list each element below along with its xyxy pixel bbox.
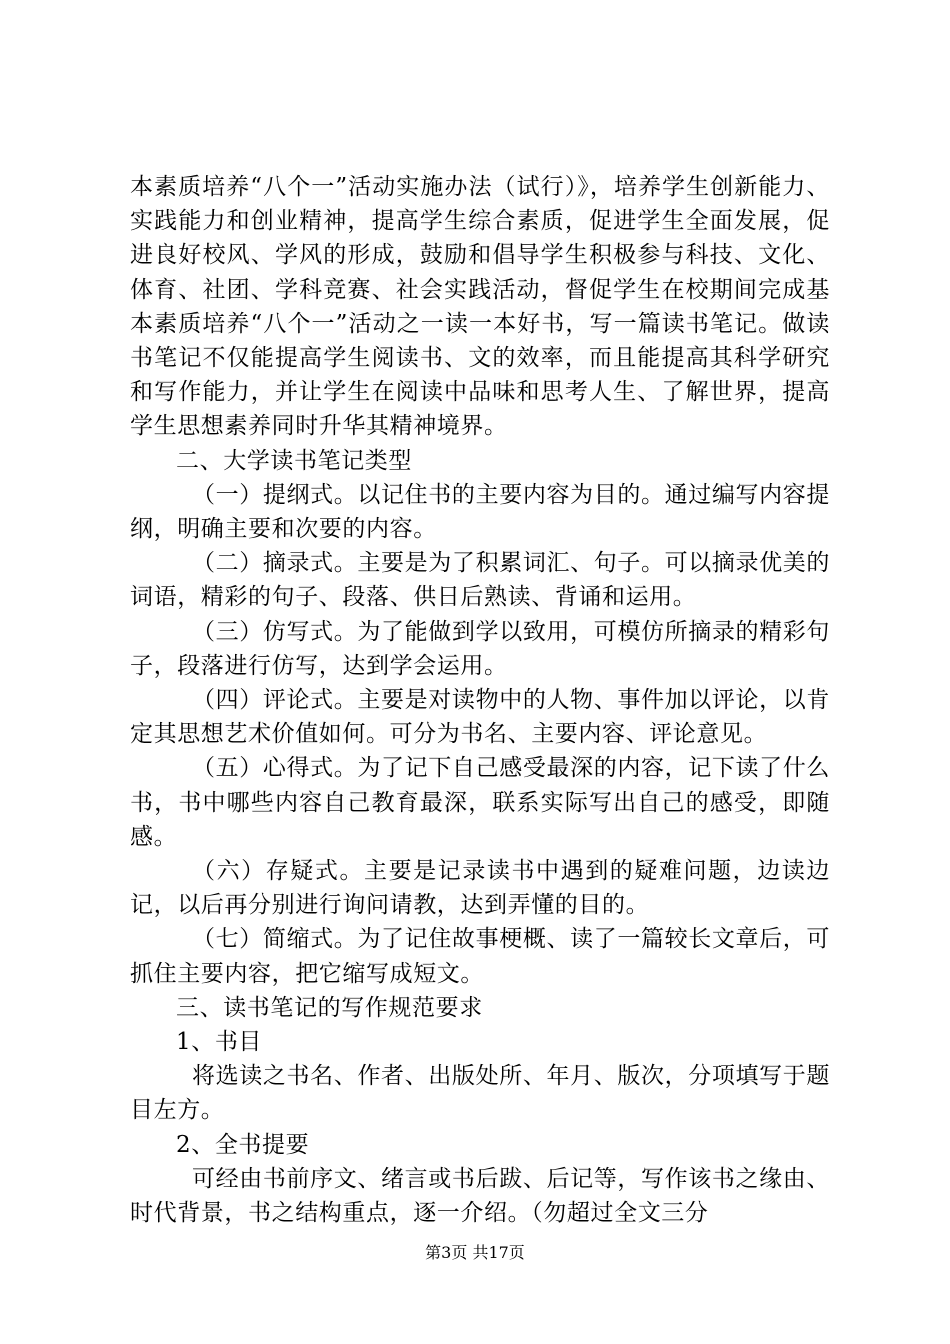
paragraph-type-excerpt: （二）摘录式。主要是为了积累词汇、句子。可以摘录优美的词语，精彩的句子、段落、供日后熟读、背诵和运用。 [130, 550, 830, 611]
paragraph-type-condensed: （七）简缩式。为了记住故事梗概、读了一篇较长文章后，可抓住主要内容，把它缩写成短文。 [130, 926, 830, 987]
document-body [130, 170, 830, 1230]
paragraph-type-imitation: （三）仿写式。为了能做到学以致用，可模仿所摘录的精彩句子，段落进行仿写，达到学会运用。 [130, 618, 830, 679]
paragraph-type-outline: （一）提纲式。以记住书的主要内容为目的。通过编写内容提纲，明确主要和次要的内容。 [130, 481, 830, 543]
heading-writing-requirements: 三、读书笔记的写作规范要求 [176, 994, 483, 1021]
heading-book-summary: 2、全书提要 [176, 1131, 310, 1158]
paragraph-bibliography: 将选读之书名、作者、出版处所、年月、版次，分项填写于题目左方。 [130, 1063, 830, 1124]
paragraph-book-summary: 可经由书前序文、绪言或书后跋、后记等，写作该书之缘由、时代背景，书之结构重点，逐一介绍。（勿超过全文三分 [130, 1165, 830, 1227]
paragraph-type-query: （六）存疑式。主要是记录读书中遇到的疑难问题，边读边记，以后再分别进行询问请教，达到弄懂的目的。 [130, 858, 830, 919]
heading-note-types: 二、大学读书笔记类型 [176, 447, 412, 474]
paragraph-type-reflection: （五）心得式。为了记下自己感受最深的内容，记下读了什么书，书中哪些内容自己教育最深，联系实际写出自己的感受，即随感。 [130, 755, 830, 850]
page-number-footer: 第3页 共17页 [425, 1243, 525, 1262]
heading-bibliography: 1、书目 [176, 1029, 263, 1056]
paragraph-intro: 本素质培养“八个一”活动实施办法（试行）》，培养学生创新能力、实践能力和创业精神，提高学生综合素质，促进学生全面发展，促进良好校风、学风的形成，鼓励和倡导学生积极参与科技、文化、体育、社团、学科竞赛、社会实践活动，督促学生在校期间完成基本素质培养“八个一”活动之一读一本好书，写一篇读书笔记。做读书笔记不仅能提高学生阅读书、文的效率，而且能提高其科学研究和写作能力，并让学生在阅读中品味和思考人生、了解世界，提高学生思想素养同时升华其精神境界。 [130, 174, 830, 440]
paragraph-type-review: （四）评论式。主要是对读物中的人物、事件加以评论，以肯定其思想艺术价值如何。可分为书名、主要内容、评论意见。 [130, 687, 830, 748]
